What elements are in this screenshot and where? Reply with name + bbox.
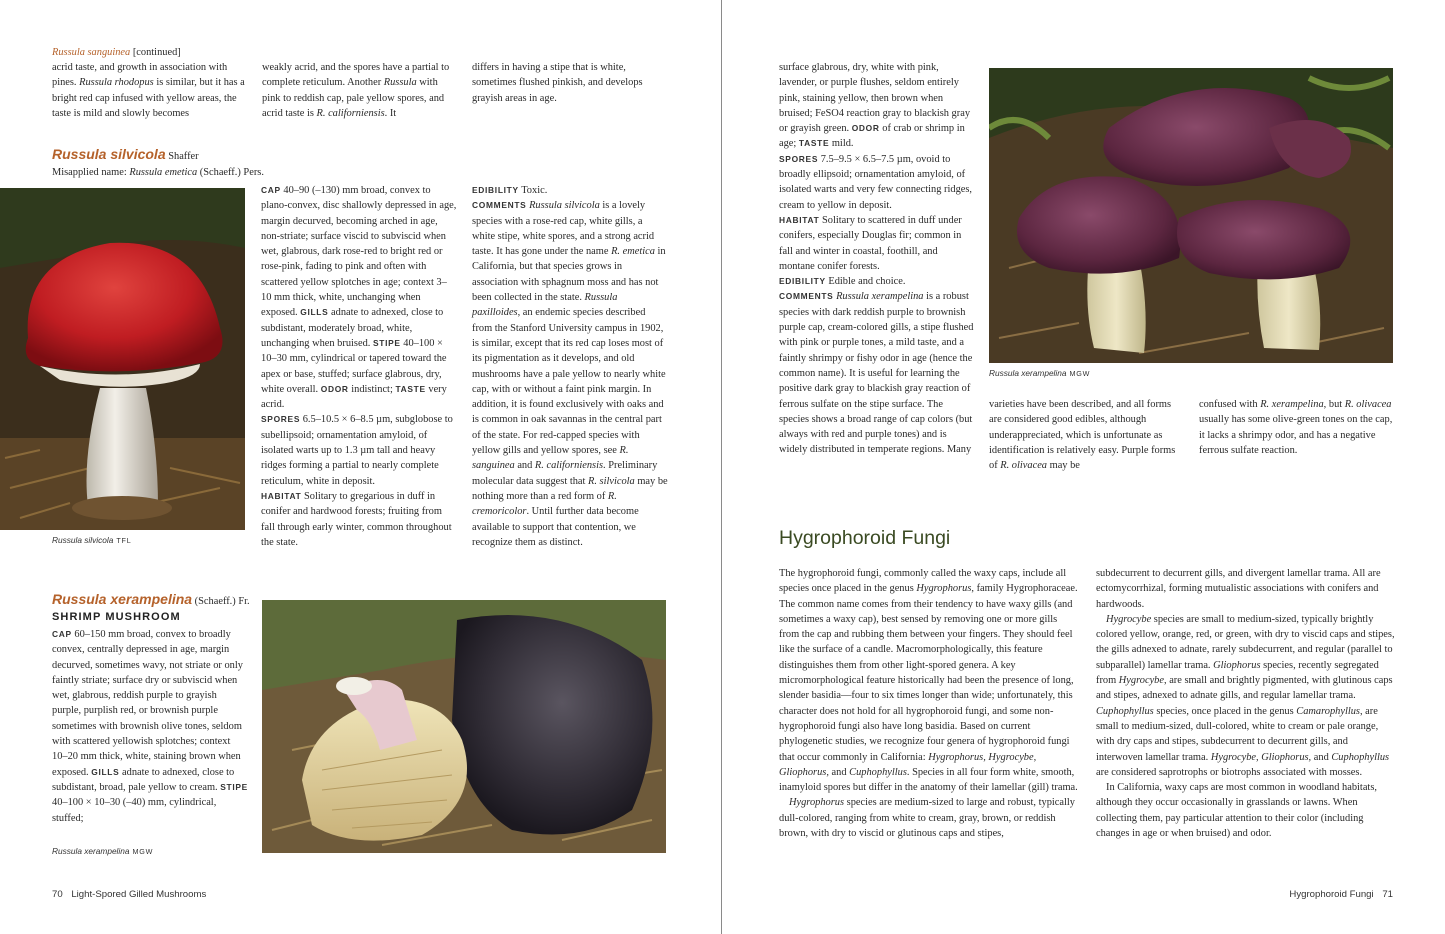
xerampelina-heading <box>52 591 262 607</box>
silvicola-species-name: Russula silvicola <box>52 146 166 162</box>
paragraph <box>472 183 668 198</box>
silvicola-author: Shaffer <box>168 151 199 162</box>
text-run: confused with <box>1199 399 1261 410</box>
text-run: and <box>828 766 850 778</box>
continued-label: [continued] <box>130 47 181 58</box>
paragraph <box>779 566 1078 795</box>
italic-text: R. emetica <box>611 246 655 258</box>
paragraph <box>261 489 457 550</box>
italic-text: R. silvicola <box>588 475 635 487</box>
italic-text: R. olivacea <box>1344 399 1392 410</box>
text-run: weakly acrid, and the spores have a partial to complete reticulum. Another <box>262 62 450 89</box>
text-run: acrid taste, and growth in association with pines. <box>52 62 228 89</box>
paragraph <box>52 627 248 826</box>
text-run: very acrid. <box>261 383 447 411</box>
text-run: may be nothing more than a red form of <box>472 475 668 502</box>
text-run: Edible and choice. <box>825 276 906 288</box>
silvicola-misapplied <box>52 165 452 180</box>
misapplied-name: Russula emetica <box>129 167 198 178</box>
italic-text: Russula <box>383 77 417 89</box>
silvicola-col-1 <box>261 183 457 550</box>
italic-text: Russula paxilloides <box>472 292 618 319</box>
text-run: is a robust species with dark reddish purple to brownish purple cap, cream-colored gills, a stipe flushed with pink or purple tones, a mild taste, and a faintly shrimpy or fishy odor in age (hence the common name). It is useful for learning the positive dark gray to blackish gray reaction of ferrous sulfate on the stipe surface. The species shows a broad range of cap colors (but always with red and purple tones) and is widely distributed in temperate regions. Many <box>779 291 974 456</box>
italic-text: Hygrophorus, Hygrocybe, Gliophorus, <box>779 751 1037 778</box>
field-label: GILLS <box>91 766 120 777</box>
right-running-head: Hygrophoroid Fungi <box>1289 889 1374 900</box>
misapplied-label: Misapplied name: <box>52 167 130 178</box>
field-label: CAP <box>261 185 281 195</box>
text-run: differs in having a stipe that is white, sometimes flushed pinkish, and develops grayish areas in age. <box>472 62 643 104</box>
field-label: ODOR <box>851 123 880 134</box>
paragraph <box>779 795 1078 841</box>
text-run: species, recently segregated from <box>1096 659 1379 687</box>
italic-text: Russula silvicola <box>529 200 600 212</box>
xerampelina-photo-upturned <box>262 600 666 853</box>
text-run: 40–90 (–130) mm broad, convex to plano-convex, disc shallowly depressed in age, margin decurved, becoming arched in age, non-striate; surface viscid to subviscid when wet, glabrous, dark rose-red to bright red or rose-pink, fading to pink and often with scattered yellow splotches in age; context 3–10 mm thick, white, unchanging when exposed. <box>261 185 457 319</box>
text-run: indistinct; <box>348 383 396 395</box>
field-label: HABITAT <box>261 490 302 501</box>
field-label: TASTE <box>395 383 426 394</box>
field-label: STIPE <box>220 781 248 792</box>
text-run: and <box>1311 751 1332 763</box>
field-label: COMMENTS <box>472 200 527 211</box>
xer-cont-col-2 <box>989 397 1185 473</box>
right-footer <box>1100 889 1393 900</box>
field-label: EDIBILITY <box>779 276 826 287</box>
field-label: COMMENTS <box>779 291 834 302</box>
left-footer <box>52 889 352 900</box>
italic-text: Russula rhodopus <box>79 77 154 89</box>
purple-caption-credit: MGW <box>1069 369 1091 378</box>
italic-text: Russula xerampelina <box>836 291 924 303</box>
purple-photo-caption <box>989 368 1189 378</box>
right-page-number: 71 <box>1382 889 1393 900</box>
text-run: Toxic. <box>518 185 548 196</box>
text-run: usually has some olive-green tones on the cap, it lacks a shrimpy odor, and has a negative ferrous sulfate reaction. <box>1199 414 1393 456</box>
paragraph <box>989 397 1185 473</box>
field-label: TASTE <box>798 138 830 149</box>
xerampelina-caption-credit: MGW <box>132 847 154 856</box>
text-run: species, once placed in the genus <box>1153 705 1297 717</box>
paragraph <box>1199 397 1395 458</box>
text-run: , but <box>1323 399 1345 410</box>
hygro-col-2 <box>1096 566 1395 841</box>
section-title: Hygrophoroid Fungi <box>779 527 951 549</box>
text-run: . Species in all four form white, smooth, inamyloid spores but differ in the anatomy of their lamellar (gill) trama. <box>779 766 1078 794</box>
italic-text: Hygrophorus <box>916 583 972 595</box>
text-run: are considered saprotrophs or biotrophs associated with mosses. <box>1096 766 1363 778</box>
text-run: may be <box>1047 460 1080 472</box>
hygro-col-1 <box>779 566 1078 841</box>
text-run: , are small and brightly pigmented, with glutinous caps and stipes, adnexed to adnate gills, and regular lamellar trama. <box>1096 675 1393 702</box>
italic-text: Hygrocybe <box>1118 675 1164 687</box>
continued-heading <box>52 45 252 60</box>
field-label: HABITAT <box>779 214 820 225</box>
paragraph <box>261 183 457 412</box>
left-running-head: Light-Spored Gilled Mushrooms <box>71 889 207 900</box>
italic-text: R. californiensis <box>534 460 604 472</box>
text-run: species are small to medium-sized, typically brightly colored yellow, orange, red, or green, with dry to viscid caps and stipes, the gills adnexed to adnate, rarely subdecurrent, and regular (parallel to subparallel) lamellar trama. <box>1096 613 1395 671</box>
silvicola-heading <box>52 146 452 162</box>
italic-text: Cuphophyllus <box>1331 751 1390 763</box>
italic-text: R. olivacea <box>1000 460 1048 472</box>
paragraph <box>779 274 975 289</box>
text-run: , are small to medium-sized, dull-colored, white to cream or pale orange, with dry caps and stipes, subdecurrent to decurrent gills, and interwoven lamellar trama. <box>1096 705 1379 763</box>
misapplied-author: (Schaeff.) Pers. <box>197 167 264 178</box>
text-run: 7.5–9.5 × 6.5–7.5 µm, ovoid to broadly ellipsoid; ornamentation amyloid, of isolated warts and very few connecting ridges, cream to yellow in deposit. <box>779 153 973 211</box>
continued-col-2 <box>262 60 458 121</box>
italic-text: R. cremoricolor <box>472 490 617 518</box>
text-run: of crab or shrimp in age; <box>779 123 965 150</box>
text-run: 60–150 mm broad, convex to broadly convex, centrally depressed in age, margin decurved, sometimes wavy, not striate or only faintly striate; surface dry or subviscid when wet, glabrous, reddish purple to grayish purple, purplish red, or brownish purple sometimes with brownish olive tones, seldom with scattered yellowish splotches; context 10–20 mm thick, white, staining brown when exposed. <box>52 629 243 778</box>
text-run: surface glabrous, dry, white with pink, lavender, or purple flushes, seldom entirely pink, staining yellow, then brown when bruised; FeSO4 reaction gray to blackish gray or grayish green. <box>779 62 971 135</box>
text-run: varieties have been described, and all forms are considered good edibles, although underappreciated, which is unfortunate as identification is relatively easy. Purple forms of <box>989 399 1176 472</box>
field-label: CAP <box>52 629 72 639</box>
text-run: mild. <box>829 138 854 150</box>
text-run: In California, waxy caps are most common in woodland habitats, although they occur occasionally in grasslands or lawns. When collecting them, pay particular attention to their color (including changes in age or when bruised) and odor. <box>1096 782 1377 840</box>
text-run: . It <box>384 107 397 119</box>
text-run: is a lovely species with a rose-red cap, white gills, a white stipe, white spores, and a strong acrid taste. It has gone under the name <box>472 200 655 258</box>
text-run: Solitary to gregarious in duff in conifer and hardwood forests; fruiting from fall through early winter, common throughout the state. <box>261 490 452 548</box>
page-gutter <box>721 0 722 934</box>
text-run: subdecurrent to decurrent gills, and divergent lamellar trama. All are ectomycorrhizal, forming mutualistic associations with conifers and hardwoods. <box>1096 568 1381 610</box>
xer-cont-col-3 <box>1199 397 1395 458</box>
italic-text: Hygrocybe, Gliophorus, <box>1210 751 1312 763</box>
text-run: 6.5–10.5 × 6–8.5 µm, subglobose to subellipsoid; ornamentation amyloid, of isolated warts up to 1.3 µm tall and heavy ridges forming a partial to nearly complete reticulum, white in deposit. <box>261 414 453 487</box>
text-run: , an endemic species described from the Stanford University campus in 1902, is similar, except that its red cap loses most of its pigmentation as it develops, and old mushrooms have a pale yellow to nearly white cap, with or without a faint pink margin. In addition, it is found exclusively with oaks and is common in oak savannas in the central part of the state. For red-capped species with yellow gills and yellow spores, see <box>472 307 666 457</box>
paragraph <box>779 289 975 457</box>
field-label: STIPE <box>372 337 401 348</box>
italic-text: R. californiensis <box>316 107 385 119</box>
text-run: 40–100 × 10–30 (–40) mm, cylindrical, stuffed; <box>52 797 217 824</box>
italic-text: Hygrocybe <box>1106 613 1152 625</box>
silvicola-col-2 <box>472 183 668 550</box>
paragraph <box>261 412 457 488</box>
text-run: . Until further data become available to support that contention, we recognize them as distinct. <box>472 506 639 548</box>
xerampelina-caption-name: Russula xerampelina <box>52 846 130 856</box>
italic-text: R. xerampelina <box>1260 399 1324 410</box>
field-label: ODOR <box>320 383 349 394</box>
field-label: EDIBILITY <box>472 185 519 195</box>
purple-caption-name: Russula xerampelina <box>989 368 1067 378</box>
paragraph <box>1096 566 1395 612</box>
field-label: SPORES <box>261 414 301 425</box>
text-run: adnate to adnexed, close to subdistant, moderately broad, white, unchanging when bruised. <box>261 307 444 349</box>
xerampelina-caption <box>52 846 252 856</box>
italic-text: R. sanguinea <box>472 445 629 472</box>
italic-text: Gliophorus <box>1213 659 1261 671</box>
text-run: is similar, but it has a bright red cap infused with yellow areas, the taste is mild and slowly becomes <box>52 77 245 119</box>
paragraph <box>1096 780 1395 841</box>
italic-text: Hygrophorus <box>789 797 845 809</box>
paragraph <box>472 198 668 550</box>
text-run: in California, but that species grows in association with sphagnum moss and has not been collected in the state. <box>472 246 666 304</box>
silvicola-caption-name: Russula silvicola <box>52 535 114 545</box>
field-label: SPORES <box>779 153 819 164</box>
text-run: and <box>514 460 535 472</box>
text-run: 40–100 × 10–30 mm, cylindrical or tapered toward the apex or base, stuffed; surface glabrous, dry, white overall. <box>261 337 447 395</box>
text-run: . Preliminary molecular data suggest that <box>472 460 658 487</box>
continued-col-1 <box>52 60 248 121</box>
xerampelina-author: (Schaeff.) Fr. <box>194 596 250 607</box>
italic-text: Cuphophyllus <box>849 766 907 778</box>
paragraph <box>779 152 975 213</box>
text-run: species are medium-sized to large and robust, typically dull-colored, ranging from white to cream, gray, brown, or reddish brown, with dry to viscid or glutinous caps and stipes, <box>779 797 1075 840</box>
text-run: adnate to adnexed, close to subdistant, broad, pale yellow to cream. <box>52 766 235 793</box>
text-run: Solitary to scattered in duff under conifers, especially Douglas fir; common in fall and winter in coastal, foothill, and montane conifer forests. <box>779 214 962 272</box>
continued-col-3 <box>472 60 668 106</box>
xerampelina-col-1 <box>52 627 248 826</box>
text-run: with pink to reddish cap, pale yellow spores, and acrid taste is <box>262 77 445 119</box>
field-label: GILLS <box>300 307 329 318</box>
text-run: The hygrophoroid fungi, commonly called the waxy caps, include all species once placed in the genus <box>779 568 1067 595</box>
xerampelina-photo-purple <box>989 68 1393 363</box>
italic-text: Cuphophyllus <box>1096 705 1154 717</box>
text-run: , family Hygrophoraceae. The common name comes from their tendency to have waxy gills (and sometimes a waxy cap), best sensed by removing one or more gills from the cap and rubbing them between your fingers. They should feel like the surface of a candle. Macromorphologically, this feature distinguishes them from other light-spored genera. A key micromorphological feature historically had been the presence of long, slender basidia—four to six times longer than wide; unfortunately, this character does not hold for all hygrophoroid fungi, and some non-hygrophoroid fungi also have long basidia. Based on current phylogenetic studies, we recognize four genera of hygrophoroid fungi that occur commonly in California: <box>779 583 1078 763</box>
silvicola-caption-credit: TFL <box>116 536 132 545</box>
xerampelina-common-name: SHRIMP MUSHROOM <box>52 611 181 623</box>
paragraph <box>779 60 975 152</box>
silvicola-photo <box>0 188 245 530</box>
left-page-number: 70 <box>52 889 63 900</box>
xer-cont-col-1 <box>779 60 975 458</box>
italic-text: Camarophyllus <box>1296 705 1360 717</box>
silvicola-caption <box>52 535 242 545</box>
continued-species-name: Russula sanguinea <box>52 47 131 58</box>
paragraph <box>1096 612 1395 780</box>
paragraph <box>779 213 975 274</box>
xerampelina-species-name: Russula xerampelina <box>52 591 193 607</box>
